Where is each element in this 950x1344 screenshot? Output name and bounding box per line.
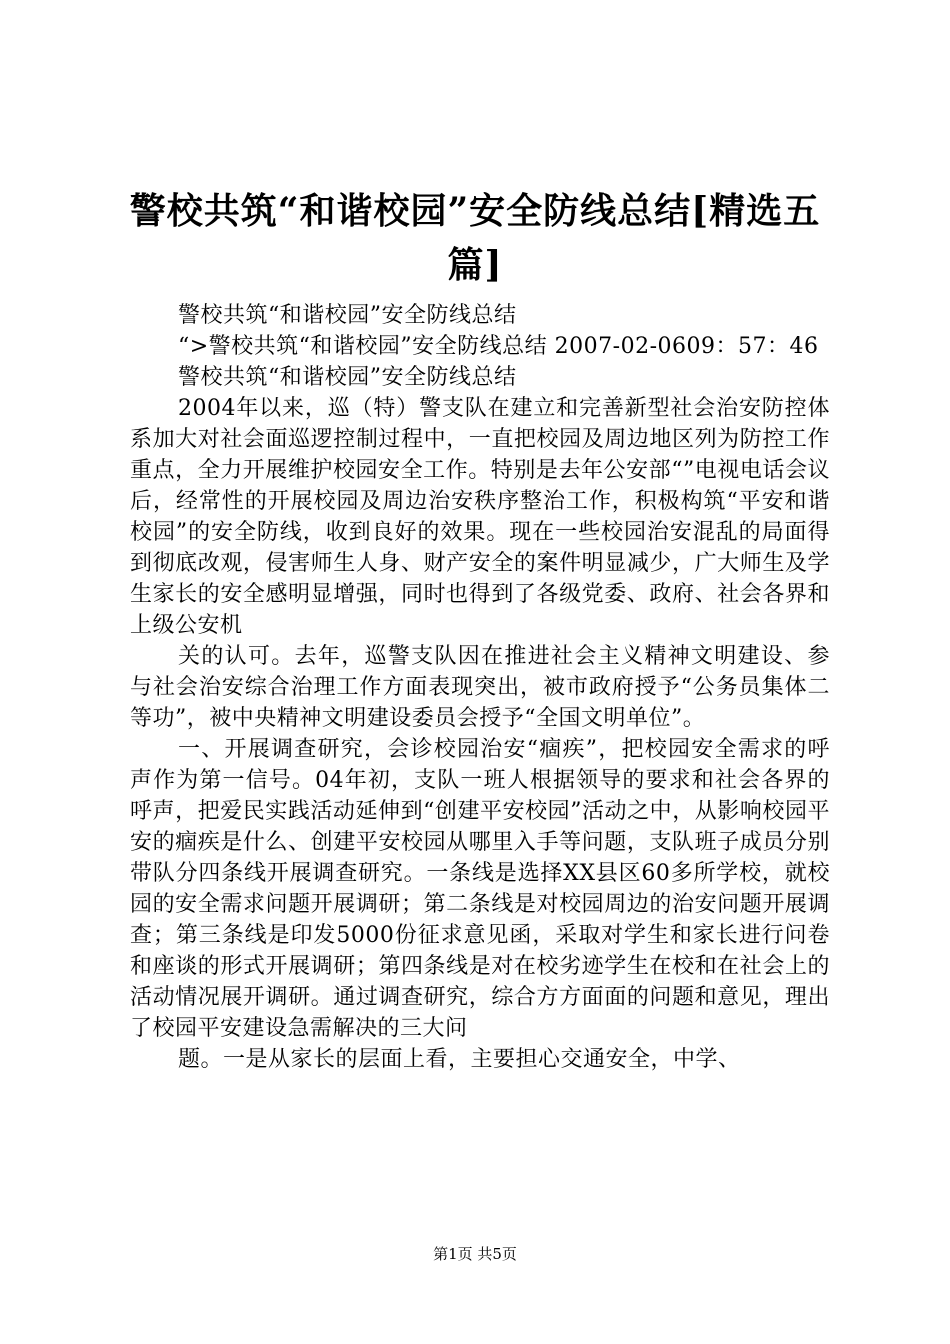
page-footer: 第1页 共5页 [433, 1245, 517, 1263]
body-paragraph: “>警校共筑“和谐校园”安全防线总结 2007-02-0609：57：46 [178, 334, 819, 359]
body-paragraph: 警校共筑“和谐校园”安全防线总结 [178, 365, 517, 390]
body-paragraph: 警校共筑“和谐校园”安全防线总结 [178, 303, 517, 328]
body-paragraph: 一、开展调查研究，会诊校园治安“痼疾”，把校园安全需求的呼声作为第一信号。04年初，支队一班人根据领导的要求和社会各界的呼声，把爱民实践活动延伸到“创建平安校园”活动之中，从影响校园平安的痼疾是什么、创建平安校园从哪里入手等问题，支队班子成员分别带队分四条线开展调查研究。一条线是选择XX县区60多所学校，就校园的安全需求问题开展调研；第二条线是对校园周边的治安问题开展调查；第三条线是印发5000份征求意见函，采取对学生和家长进行问卷和座谈的形式开展调研；第四条线是对在校劣迹学生在校和在社会上的活动情况展开调研。通过调查研究，综合方方面面的问题和意见，理出了校园平安建设急需解决的三大问 [130, 737, 830, 1041]
body-paragraph: 2004年以来，巡（特）警支队在建立和完善新型社会治安防控体系加大对社会面巡逻控制过程中，一直把校园及周边地区列为防控工作重点，全力开展维护校园安全工作。特别是去年公安部“”电视电话会议后，经常性的开展校园及周边治安秩序整治工作，积极构筑“平安和谐校园”的安全防线，收到良好的效果。现在一些校园治安混乱的局面得到彻底改观，侵害师生人身、财产安全的案件明显减少，广大师生及学生家长的安全感明显增强，同时也得到了各级党委、政府、社会各界和上级公安机 [130, 396, 830, 638]
document-body [130, 300, 830, 1075]
body-paragraph: 题。一是从家长的层面上看，主要担心交通安全，中学、 [178, 1047, 741, 1072]
body-paragraph: 关的认可。去年，巡警支队因在推进社会主义精神文明建设、参与社会治安综合治理工作方面表现突出，被市政府授予“公务员集体二等功”，被中央精神文明建设委员会授予“全国文明单位”。 [130, 644, 830, 731]
document-title: 警校共筑“和谐校园”安全防线总结[精选五篇] [129, 190, 821, 286]
